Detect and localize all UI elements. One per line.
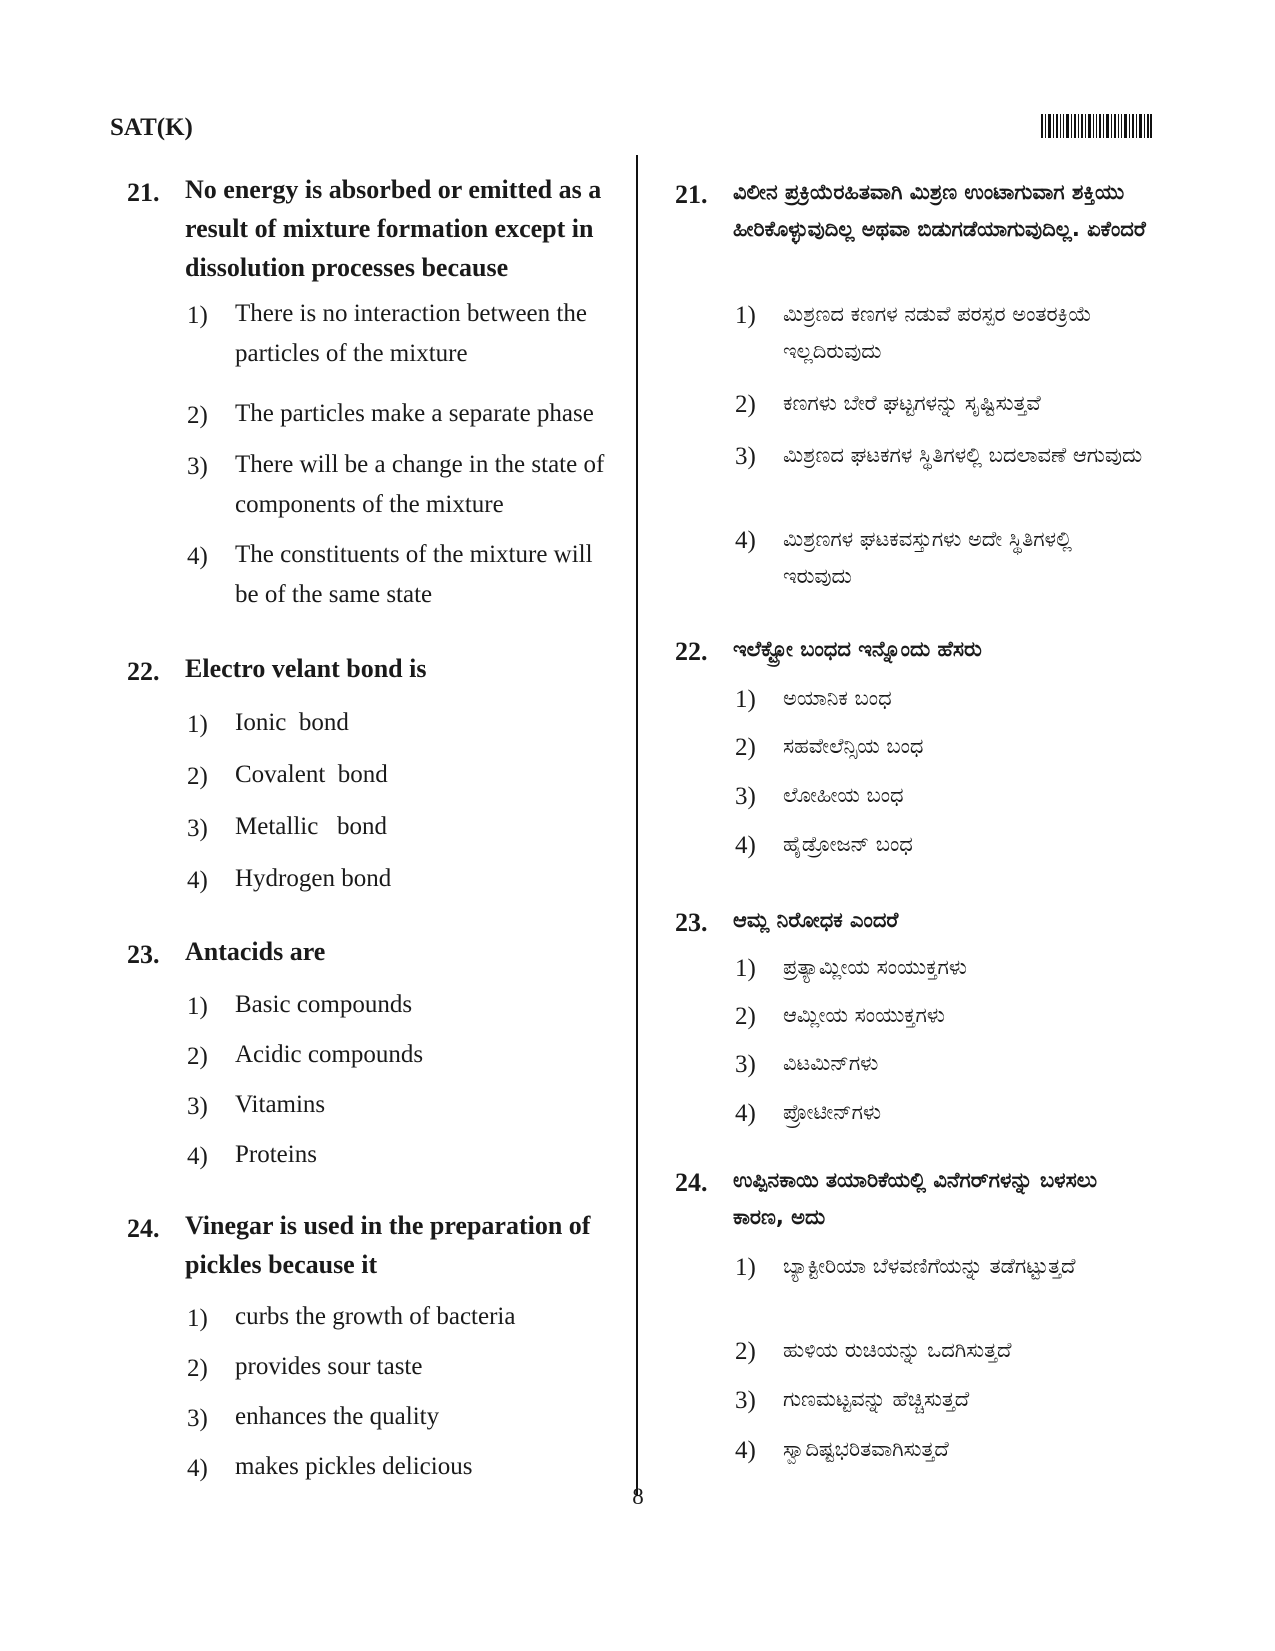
option-text: ಗುಣಮಟ್ಟವನ್ನು ಹೆಚ್ಚಿಸುತ್ತದೆ (783, 1387, 970, 1411)
option-number: 4) (735, 832, 756, 859)
option-number: 4) (735, 1100, 756, 1127)
option-text: Metallic bond (235, 813, 388, 840)
question-text: Electro velant bond is (185, 654, 427, 683)
option-text: ಸಹವೇಲೆನ್ಸಿಯ ಬಂಧ (783, 734, 924, 758)
option-text: ವಿಟಮಿನ್‌ಗಳು (783, 1051, 879, 1075)
option-number: 1) (187, 993, 208, 1020)
option-number: 4) (187, 1455, 208, 1482)
question-number: 21. (127, 178, 160, 207)
option-number: 1) (735, 302, 756, 329)
question-text: Antacids are (185, 937, 326, 966)
option-text: enhances the quality (235, 1403, 440, 1430)
question-text: ಇಲೆಕ್ಟ್ರೋ ಬಂಧದ ಇನ್ನೊಂದು ಹೆಸರು (733, 637, 982, 661)
question-number: 23. (127, 940, 160, 969)
option-number: 2) (187, 763, 208, 790)
option-number: 1) (187, 302, 208, 329)
option-number: 4) (187, 1143, 208, 1170)
option-number: 3) (187, 1093, 208, 1120)
question-text: Vinegar is used in the preparation of pickles because it (185, 1211, 591, 1279)
question-number: 21. (675, 180, 708, 209)
option-number: 2) (187, 402, 208, 429)
option-number: 2) (735, 1338, 756, 1365)
question-text: ಉಪ್ಪಿನಕಾಯಿ ತಯಾರಿಕೆಯಲ್ಲಿ ವಿನೆಗರ್‌ಗಳನ್ನು ಬಳಸಲು ಕಾರಣ, ಅದು (733, 1168, 1098, 1229)
option-text: ಮಿಶ್ರಣದ ಕಣಗಳ ನಡುವೆ ಪರಸ್ಪರ ಅಂತರಕ್ರಿಯೆ ಇಲ್ಲದಿರುವುದು (783, 302, 1092, 363)
option-number: 1) (735, 686, 756, 713)
option-text: ಲೋಹೀಯ ಬಂಧ (783, 783, 904, 807)
option-number: 4) (735, 527, 756, 554)
option-text: Covalent bond (235, 761, 388, 788)
option-number: 1) (735, 955, 756, 982)
option-text: ಬ್ಯಾಕ್ಟೀರಿಯಾ ಬೆಳವಣಿಗೆಯನ್ನು ತಡೆಗಟ್ಟುತ್ತದೆ (783, 1254, 1076, 1278)
option-text: ಮಿಶ್ರಣದ ಘಟಕಗಳ ಸ್ಥಿತಿಗಳಲ್ಲಿ ಬದಲಾವಣೆ ಆಗುವುದು (783, 443, 1143, 467)
option-number: 3) (187, 453, 208, 480)
option-number: 3) (187, 815, 208, 842)
option-text: ಕಣಗಳು ಬೇರೆ ಘಟ್ಟಗಳನ್ನು ಸೃಷ್ಟಿಸುತ್ತವೆ (783, 391, 1041, 415)
question-number: 23. (675, 908, 708, 937)
option-number: 3) (735, 783, 756, 810)
option-number: 2) (187, 1355, 208, 1382)
question-number: 24. (675, 1168, 708, 1197)
option-text: ಸ್ವಾದಿಷ್ಟಭರಿತವಾಗಿಸುತ್ತದೆ (783, 1437, 949, 1461)
option-text: ಮಿಶ್ರಣಗಳ ಘಟಕವಸ್ತುಗಳು ಅದೇ ಸ್ಥಿತಿಗಳಲ್ಲಿ ಇರುವುದು (783, 527, 1072, 588)
option-number: 2) (187, 1043, 208, 1070)
question-text: ಆಮ್ಲ ನಿರೋಧಕ ಎಂದರೆ (733, 908, 899, 932)
option-number: 3) (735, 1387, 756, 1414)
option-text: ಆಮ್ಲೀಯ ಸಂಯುಕ್ತಗಳು (783, 1003, 945, 1027)
page-number: 8 (632, 1484, 644, 1509)
option-text: ಹೈಡ್ರೋಜನ್ ಬಂಧ (783, 832, 913, 856)
option-text: ಪ್ರತ್ಯಾಮ್ಲೀಯ ಸಂಯುಕ್ತಗಳು (783, 955, 967, 979)
question-number: 22. (127, 657, 160, 686)
option-number: 3) (187, 1405, 208, 1432)
option-text: The particles make a separate phase (235, 400, 594, 427)
option-text: curbs the growth of bacteria (235, 1303, 516, 1330)
question-text: ವಿಲೀನ ಪ್ರಕ್ರಿಯೆರಹಿತವಾಗಿ ಮಿಶ್ರಣ ಉಂಟಾಗುವಾಗ ಶಕ್ತಿಯು ಹೀರಿಕೊಳ್ಳುವುದಿಲ್ಲ ಅಥವಾ ಬಿಡುಗಡೆಯಾಗುವುದಿಲ್ಲ. ಏಕೆಂದರೆ (733, 180, 1146, 241)
option-number: 2) (735, 391, 756, 418)
question-text: No energy is absorbed or emitted as a result of mixture formation except in dissolution processes because (185, 175, 602, 282)
option-text: There is no interaction between the particles of the mixture (235, 300, 587, 367)
option-text: The constituents of the mixture will be of the same state (235, 541, 593, 608)
option-text: ಅಯಾನಿಕ ಬಂಧ (783, 686, 892, 710)
option-text: Basic compounds (235, 991, 413, 1018)
option-text: Proteins (235, 1141, 317, 1168)
option-text: ಪ್ರೋಟೀನ್‌ಗಳು (783, 1100, 882, 1124)
option-text: There will be a change in the state of components of the mixture (235, 451, 605, 518)
option-number: 4) (187, 867, 208, 894)
option-text: ಹುಳಿಯ ರುಚಿಯನ್ನು ಒದಗಿಸುತ್ತದೆ (783, 1338, 1012, 1362)
question-number: 22. (675, 637, 708, 666)
option-number: 3) (735, 443, 756, 470)
option-number: 1) (187, 711, 208, 738)
barcode-image (1041, 114, 1152, 138)
option-number: 1) (187, 1305, 208, 1332)
option-number: 1) (735, 1254, 756, 1281)
option-number: 3) (735, 1051, 756, 1078)
option-number: 2) (735, 734, 756, 761)
option-number: 2) (735, 1003, 756, 1030)
column-divider (636, 155, 638, 1495)
booklet-code: SAT(K) (110, 114, 193, 141)
option-text: Hydrogen bond (235, 865, 392, 892)
option-text: Acidic compounds (235, 1041, 424, 1068)
option-text: makes pickles delicious (235, 1453, 473, 1480)
option-number: 4) (187, 543, 208, 570)
option-text: Ionic bond (235, 709, 349, 736)
question-number: 24. (127, 1214, 160, 1243)
option-text: Vitamins (235, 1091, 326, 1118)
option-number: 4) (735, 1437, 756, 1464)
option-text: provides sour taste (235, 1353, 423, 1380)
